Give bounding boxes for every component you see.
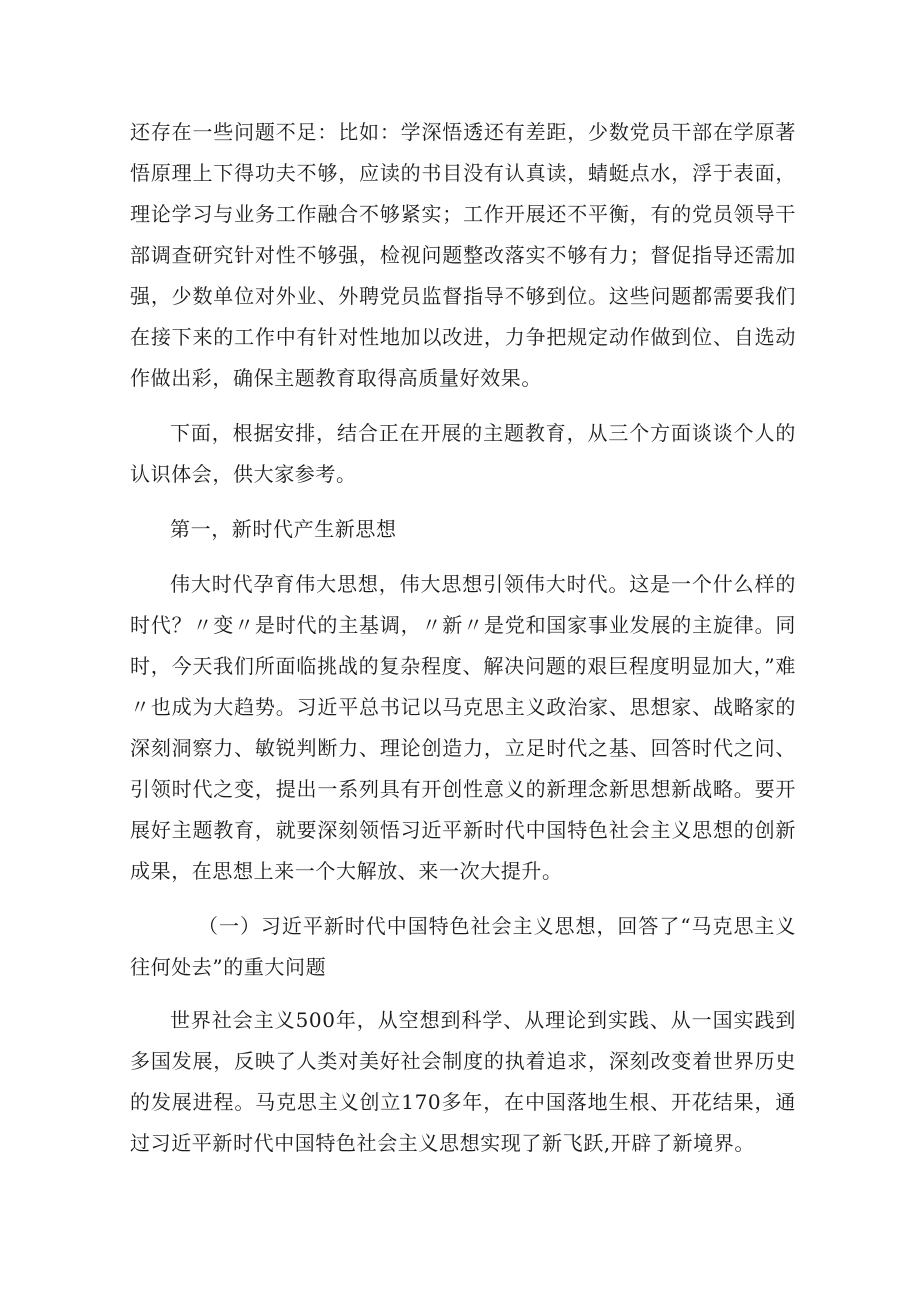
body-paragraph-new-era: 伟大时代孕育伟大思想，伟大思想引领伟大时代。这是一个什么样的时代？〃变〃是时代的主基调，〃新〃是党和国家事业发展的主旋律。同时，今天我们所面临挑战的复杂程度、解决问题的艰巨程度明显加大，”难〃也成为大趋势。习近平总书记以马克思主义政治家、思想家、战略家的深刻洞察力、敏锐判断力、理论创造力，立足时代之基、回答时代之问、引领时代之变，提出一系列具有开创性意义的新理念新思想新战略。要开展好主题教育，就要深刻领悟习近平新时代中国特色社会主义思想的创新成果，在思想上来一个大解放、来一次大提升。 xyxy=(130,572,796,883)
section-heading-first: 第一，新时代产生新思想 xyxy=(170,517,397,541)
subsection-heading-one: （一）习近平新时代中国特色社会主义思想，回答了“马克思主义往何处去”的重大问题 xyxy=(130,914,796,979)
body-paragraph-socialism: 世界社会主义500年，从空想到科学、从理论到实践、从一国实践到多国发展，反映了人类对美好社会制度的执着追求，深刻改变着世界历史的发展进程。马克思主义创立170多年，在中国落地生根、开花结果，通过习近平新时代中国特色社会主义思想实现了新飞跃,开辟了新境界。 xyxy=(130,1008,796,1155)
body-paragraph-problems: 还存在一些问题不足：比如：学深悟透还有差距，少数党员干部在学原著悟原理上下得功夫不够，应读的书目没有认真读，蜻蜓点水，浮于表面，理论学习与业务工作融合不够紧实；工作开展还不平衡，有的党员领导干部调查研究针对性不够强，检视问题整改落实不够有力；督促指导还需加强，少数单位对外业、外聘党员监督指导不够到位。这些问题都需要我们在接下来的工作中有针对性地加以改进，力争把规定动作做到位、自选动作做出彩，确保主题教育取得高质量好效果。 xyxy=(130,120,796,390)
body-paragraph-intro: 下面，根据安排，结合正在开展的主题教育，从三个方面谈谈个人的认识体会，供大家参考。 xyxy=(130,421,796,486)
document-body xyxy=(130,112,796,1164)
